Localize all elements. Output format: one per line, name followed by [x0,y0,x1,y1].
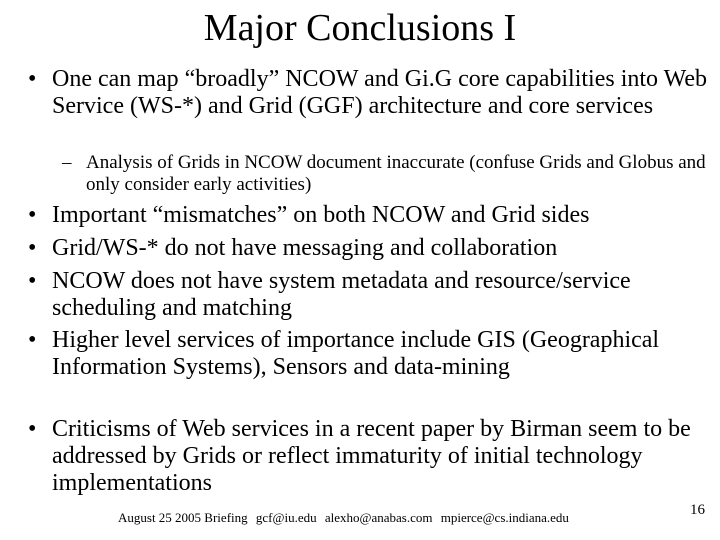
subbullet-text: Analysis of Grids in NCOW document inaccurate (confuse Grids and Globus and only consider early activities) [86,152,706,195]
footer-date: August 25 2005 Briefing [118,510,248,525]
bullet-text: NCOW does not have system metadata and resource/service scheduling and matching [52,268,631,321]
bullet-text: Higher level services of importance include GIS (Geographical Information Systems), Sensors and data-mining [52,327,660,380]
bullet-item [28,416,718,497]
slide-title: Major Conclusions I [203,7,517,49]
footer-email: alexho@anabas.com [324,510,433,525]
page-number: 16 [690,502,705,518]
bullet-symbol: • [28,327,37,353]
bullet-symbol: • [28,66,37,92]
bullet-text: Criticisms of Web services in a recent paper by Birman seem to be addressed by Grids or reflect immaturity of initial technology implementations [52,416,691,496]
bullet-item [28,235,718,262]
bullet-symbol: • [28,202,37,228]
bullet-item [28,202,718,229]
footer-email: gcf@iu.edu [255,510,317,525]
bullet-item [28,66,718,120]
bullet-item [28,327,718,381]
slide-footer [118,510,574,526]
footer-email: mpierce@cs.indiana.edu [440,510,569,525]
bullet-text: Important “mismatches” on both NCOW and Grid sides [52,202,590,228]
bullet-symbol: • [28,416,37,442]
subbullet-symbol: – [62,152,72,173]
bullet-item [28,268,718,322]
bullet-symbol: • [28,235,37,261]
subbullet-item [62,152,718,196]
bullet-text: One can map “broadly” NCOW and Gi.G core capabilities into Web Service (WS-*) and Grid (GGF) architecture and core services [52,66,707,119]
bullet-text: Grid/WS-* do not have messaging and collaboration [52,235,558,261]
bullet-symbol: • [28,268,37,294]
